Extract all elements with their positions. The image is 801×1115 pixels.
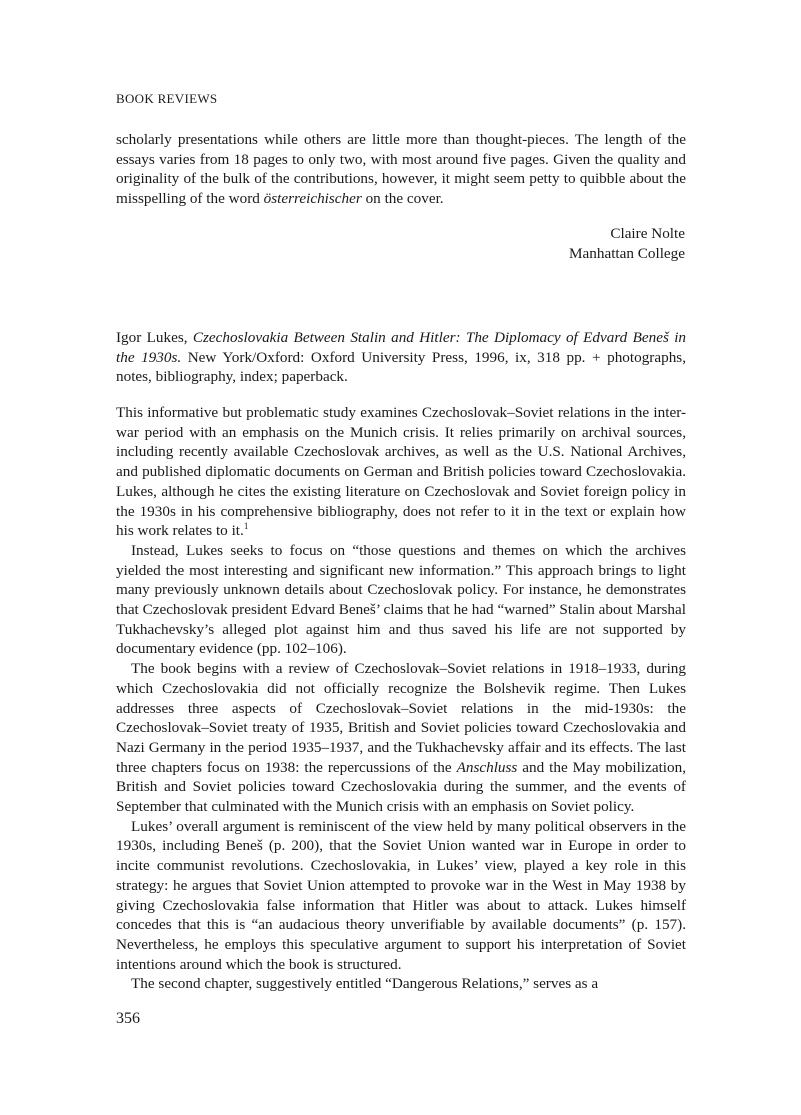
paragraph: Lukes’ overall argument is reminiscent of the view held by many political observers in the 1930s, including Beneš (p. 200), that the Soviet Union wanted war in Europe in order to incite communist revolutions. Czechoslovakia, in Lukes’ view, played a key role in this strategy: he argues that Soviet Union attempted to provoke war in the West in May 1938 by giving Czechoslovakia false information that Hitler was about to attack. Lukes himself concedes that this is “an audacious theory unverifiable by available documents” (p. 157). Nevertheless, he employs this speculative argument to support his interpretation of Soviet intentions around which the book is structured. bbox=[116, 817, 686, 973]
previous-review-conclusion bbox=[116, 130, 686, 209]
paragraph bbox=[116, 659, 686, 817]
reviewer-signature bbox=[569, 224, 685, 264]
running-head: BOOK REVIEWS bbox=[116, 91, 218, 106]
text-run: on the cover. bbox=[361, 190, 444, 208]
book-citation bbox=[116, 328, 686, 387]
citation-text bbox=[116, 328, 686, 387]
book-author: Igor Lukes, bbox=[116, 329, 193, 346]
page-number: 356 bbox=[116, 1010, 140, 1027]
footnote-marker: 1 bbox=[243, 521, 249, 532]
reviewer-affiliation: Manhattan College bbox=[569, 245, 685, 262]
reviewer-name: Claire Nolte bbox=[610, 225, 685, 242]
book-title: Czechoslovakia Between Stalin and Hitler: The Diplomacy of Edvard Beneš in the 1930s. bbox=[116, 329, 687, 366]
text-run: scholarly presentations while others are little more than thought-pieces. The length of the essays varies from 18 pages to only two, with most around five pages. Given the quality and originality of the bulk of the contributions, however, it might seem petty to quibble about the misspelling of the word bbox=[116, 131, 686, 208]
review-body bbox=[116, 403, 686, 994]
paragraph bbox=[116, 130, 686, 209]
italic-word: Anschluss bbox=[456, 758, 518, 776]
paragraph bbox=[116, 403, 686, 541]
paragraph: Instead, Lukes seeks to focus on “those questions and themes on which the archives yielded the most interesting and significant new information.” This approach brings to light many previously unknown details about Czechoslovak policy. For instance, he demonstrates that Czechoslovak president Edvard Beneš’ claims that he had “warned” Stalin about Marshal Tukhachevsky’s alleged plot against him and thus saved his life are not supported by documentary evidence (pp. 102–106). bbox=[116, 541, 686, 658]
italic-word: österreichischer bbox=[263, 190, 362, 208]
text-run: and the May mobilization, British and Soviet policies toward Czechoslovakia during the summer, and the events of September that culminated with the Munich crisis with an emphasis on Soviet policy. bbox=[116, 758, 686, 816]
text-run: This informative but problematic study examines Czechoslovak–Soviet relations in the inter-war period with an emphasis on the Munich crisis. It relies primarily on archival sources, including recently available Czechoslovak archives, as well as the U.S. National Archives, and published diplomatic documents on German and British policies toward Czechoslovakia. Lukes, although he cites the existing literature on Czechoslovak and Soviet foreign policy in the 1930s in his comprehensive bibliography, does not refer to it in the text or explain how his work relates to it. bbox=[116, 404, 686, 540]
paragraph: The second chapter, suggestively entitled “Dangerous Relations,” serves as a bbox=[131, 975, 599, 993]
publication-details: New York/Oxford: Oxford University Press, 1996, ix, 318 pp. + photographs, notes, bibliography, index; paperback. bbox=[116, 348, 686, 386]
text-run: The book begins with a review of Czechoslovak–Soviet relations in 1918–1933, during which Czechoslovakia did not officially recognize the Bolshevik regime. Then Lukes addresses three aspects of Czechoslovak–Soviet relations in the mid-1930s: the Czechoslovak–Soviet treaty of 1935, British and Soviet policies toward Czechoslovakia and Nazi Germany in the period 1935–1937, and the Tukhachevsky affair and its effects. The last three chapters focus on 1938: the repercussions of the bbox=[116, 660, 686, 776]
